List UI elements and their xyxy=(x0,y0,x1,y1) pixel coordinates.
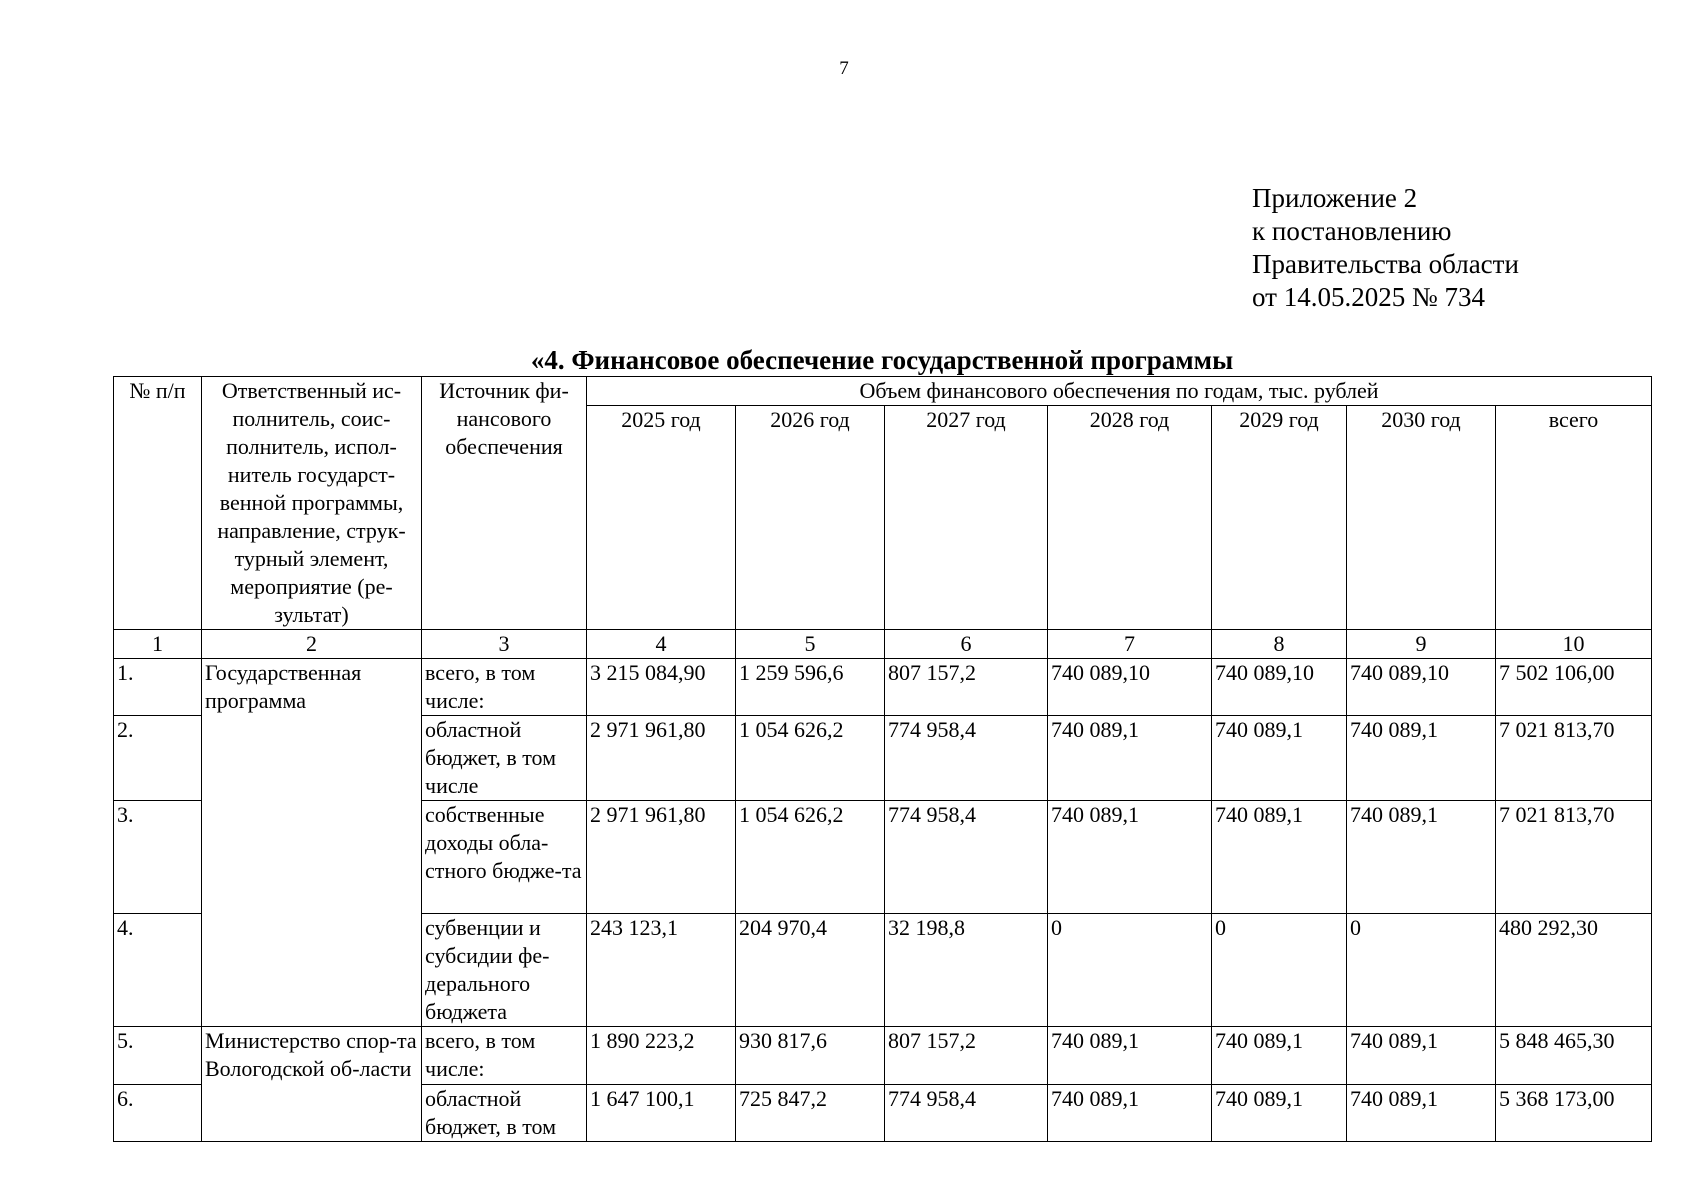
value-2028: 0 xyxy=(1048,914,1212,1027)
header-year-2028: 2028 год xyxy=(1048,406,1212,630)
column-number-5: 5 xyxy=(736,630,885,659)
value-2028: 740 089,10 xyxy=(1048,659,1212,716)
value-2027: 774 958,4 xyxy=(885,716,1048,801)
header-total: всего xyxy=(1496,406,1652,630)
value-2030: 0 xyxy=(1347,914,1496,1027)
header-year-2029: 2029 год xyxy=(1212,406,1347,630)
row-num: 5. xyxy=(114,1027,202,1085)
value-2028: 740 089,1 xyxy=(1048,716,1212,801)
value-total: 7 502 106,00 xyxy=(1496,659,1652,716)
row-num: 4. xyxy=(114,914,202,1027)
value-2028: 740 089,1 xyxy=(1048,1085,1212,1142)
value-2029: 740 089,10 xyxy=(1212,659,1347,716)
value-2025: 1 647 100,1 xyxy=(587,1085,736,1142)
header-num xyxy=(114,377,202,630)
executor-gov-program: Государственная программа xyxy=(202,659,422,1027)
value-2027: 774 958,4 xyxy=(885,1085,1048,1142)
table-row xyxy=(114,659,1652,716)
row-num: 2. xyxy=(114,716,202,801)
header-source-text: Источник фи-нансового обеспечения xyxy=(439,378,569,459)
row-num: 1. xyxy=(114,659,202,716)
header-year-2025: 2025 год xyxy=(587,406,736,630)
value-total: 7 021 813,70 xyxy=(1496,801,1652,914)
value-2025: 2 971 961,80 xyxy=(587,801,736,914)
header-volume: Объем финансового обеспечения по годам, тыс. рублей xyxy=(587,377,1652,406)
value-2030: 740 089,10 xyxy=(1347,659,1496,716)
column-number-2: 2 xyxy=(202,630,422,659)
appendix-block xyxy=(1252,182,1519,314)
header-year-2027: 2027 год xyxy=(885,406,1048,630)
page-number: 7 xyxy=(839,58,849,79)
row-num: 3. xyxy=(114,801,202,914)
value-2026: 1 054 626,2 xyxy=(736,716,885,801)
appendix-line-2: к постановлению xyxy=(1252,216,1452,246)
value-2025: 243 123,1 xyxy=(587,914,736,1027)
executor-ministry: Министерство спор-та Вологодской об-ласти xyxy=(202,1027,422,1142)
header-source xyxy=(422,377,587,630)
value-2029: 740 089,1 xyxy=(1212,1085,1347,1142)
row-source: субвенции и субсидии фе-дерального бюджета xyxy=(422,914,587,1027)
value-total: 480 292,30 xyxy=(1496,914,1652,1027)
value-2030: 740 089,1 xyxy=(1347,801,1496,914)
value-2026: 1 054 626,2 xyxy=(736,801,885,914)
header-executor-text: Ответственный ис-полнитель, соис-полнитель, испол-нитель государст-венной программы, направление, струк-турный элемент, мероприятие (ре-зультат) xyxy=(217,378,406,627)
header-year-2030: 2030 год xyxy=(1347,406,1496,630)
value-total: 5 848 465,30 xyxy=(1496,1027,1652,1085)
column-number-4: 4 xyxy=(587,630,736,659)
column-number-7: 7 xyxy=(1048,630,1212,659)
value-2027: 807 157,2 xyxy=(885,1027,1048,1085)
column-number-6: 6 xyxy=(885,630,1048,659)
value-2027: 774 958,4 xyxy=(885,801,1048,914)
value-2026: 1 259 596,6 xyxy=(736,659,885,716)
value-2030: 740 089,1 xyxy=(1347,716,1496,801)
value-2027: 807 157,2 xyxy=(885,659,1048,716)
value-total: 7 021 813,70 xyxy=(1496,716,1652,801)
financing-table xyxy=(113,376,1652,1142)
value-total: 5 368 173,00 xyxy=(1496,1085,1652,1142)
value-2029: 740 089,1 xyxy=(1212,716,1347,801)
row-source: областной бюджет, в том xyxy=(422,1085,587,1142)
row-source: всего, в том числе: xyxy=(422,1027,587,1085)
value-2026: 725 847,2 xyxy=(736,1085,885,1142)
column-number-9: 9 xyxy=(1347,630,1496,659)
column-number-3: 3 xyxy=(422,630,587,659)
row-source: всего, в том числе: xyxy=(422,659,587,716)
value-2026: 930 817,6 xyxy=(736,1027,885,1085)
appendix-line-4: от 14.05.2025 № 734 xyxy=(1252,282,1485,312)
value-2028: 740 089,1 xyxy=(1048,801,1212,914)
value-2026: 204 970,4 xyxy=(736,914,885,1027)
column-number-1: 1 xyxy=(114,630,202,659)
appendix-line-1: Приложение 2 xyxy=(1252,183,1418,213)
value-2025: 2 971 961,80 xyxy=(587,716,736,801)
value-2029: 0 xyxy=(1212,914,1347,1027)
value-2025: 3 215 084,90 xyxy=(587,659,736,716)
value-2029: 740 089,1 xyxy=(1212,801,1347,914)
value-2025: 1 890 223,2 xyxy=(587,1027,736,1085)
value-2027: 32 198,8 xyxy=(885,914,1048,1027)
column-number-8: 8 xyxy=(1212,630,1347,659)
value-2030: 740 089,1 xyxy=(1347,1027,1496,1085)
section-title: «4. Финансовое обеспечение государственной программы xyxy=(530,345,1234,375)
value-2028: 740 089,1 xyxy=(1048,1027,1212,1085)
header-year-2026: 2026 год xyxy=(736,406,885,630)
value-2029: 740 089,1 xyxy=(1212,1027,1347,1085)
table-row xyxy=(114,1027,1652,1085)
column-number-10: 10 xyxy=(1496,630,1652,659)
header-num-text: № п/п xyxy=(129,378,186,403)
appendix-line-3: Правительства области xyxy=(1252,249,1519,279)
row-source: областной бюджет, в том числе xyxy=(422,716,587,801)
header-executor xyxy=(202,377,422,630)
value-2030: 740 089,1 xyxy=(1347,1085,1496,1142)
row-num: 6. xyxy=(114,1085,202,1142)
row-source: собственные доходы обла-стного бюдже-та xyxy=(422,801,587,914)
